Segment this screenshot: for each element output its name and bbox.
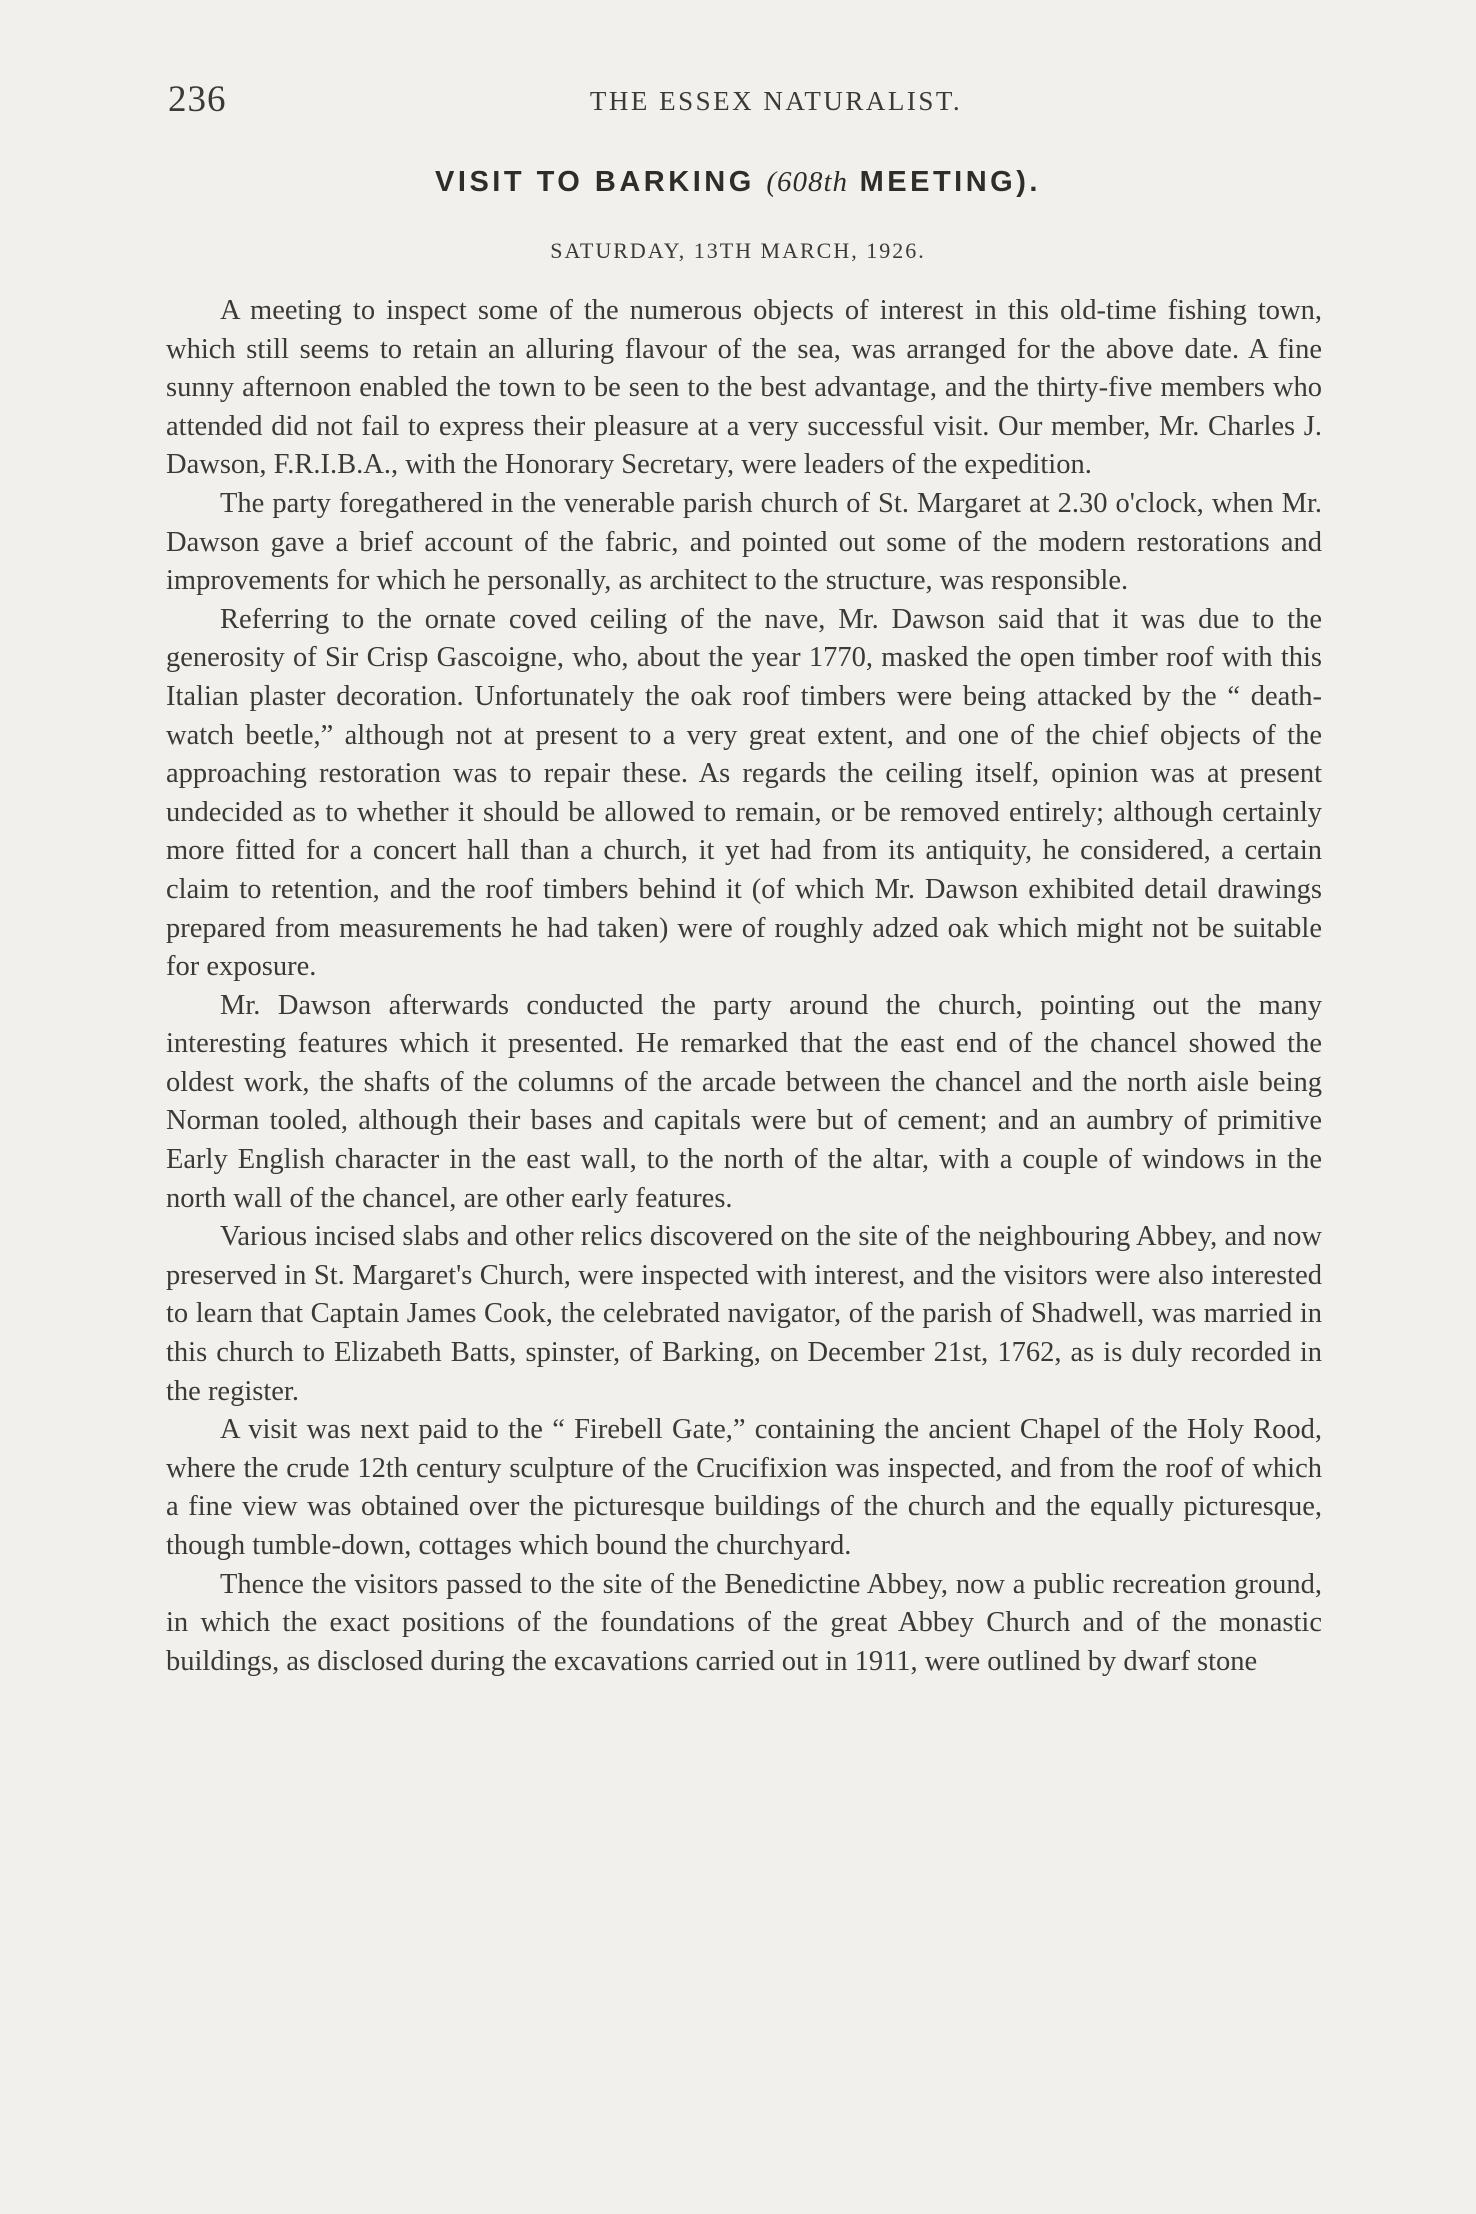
article-title-meeting: MEETING). (859, 166, 1041, 198)
paragraph: Various incised slabs and other relics discovered on the site of the neighbouring Abbey, and now preserved in St. Margaret's Church, were inspected with interest, and the visitors were also interested to learn that Captain James Cook, the celebrated navigator, of the parish of Shadwell, was married in this church to Elizabeth Batts, spinster, of Barking, on December 21st, 1762, as is duly recorded in the register. (166, 1221, 1322, 1407)
paragraph: A meeting to inspect some of the numerous objects of interest in this old-time fishing town, which still seems to retain an alluring flavour of the sea, was arranged for the above date. A fine sunny afternoon enabled the town to be seen to the best advantage, and the thirty-five members who attended did not fail to express their pleasure at a very successful visit. Our member, Mr. Charles J. Dawson, F.R.I.B.A., with the Honorary Secretary, were leaders of the expedition. (166, 295, 1322, 481)
article-body (166, 292, 1322, 1681)
running-head (168, 78, 1324, 130)
paragraph: Thence the visitors passed to the site of the Benedictine Abbey, now a public recreation ground, in which the exact positions of the foundations of the great Abbey Church and of the monastic buildings, as disclosed during the excavations carried out in 1911, were outlined by dwarf stone (166, 1568, 1322, 1677)
page-number: 236 (168, 79, 227, 120)
paragraph: Referring to the ornate coved ceiling of the nave, Mr. Dawson said that it was due to the generosity of Sir Crisp Gascoigne, who, about the year 1770, masked the open timber roof with this Italian plaster decoration. Unfortunately the oak roof timbers were being attacked by the “ death-watch beetle,” although not at present to a very great extent, and one of the chief objects of the approaching restoration was to repair these. As regards the ceiling itself, opinion was at present undecided as to whether it should be allowed to remain, or be removed entirely; although certainly more fitted for a concert hall than a church, it yet had from its antiquity, he considered, a certain claim to retention, and the roof timbers behind it (of which Mr. Dawson exhibited detail drawings prepared from measurements he had taken) were of roughly adzed oak which might not be suitable for exposure. (166, 603, 1322, 983)
paragraph: Mr. Dawson afterwards conducted the party around the church, pointing out the many interesting features which it presented. He remarked that the east end of the chancel showed the oldest work, the shafts of the columns of the arcade between the chancel and the north aisle being Norman tooled, although their bases and capitals were but of cement; and an aumbry of primitive Early English character in the east wall, to the north of the altar, with a couple of windows in the north wall of the chancel, are other early features. (166, 989, 1322, 1214)
article-date: SATURDAY, 13TH MARCH, 1926. (550, 238, 926, 263)
article-title (0, 166, 1476, 199)
article-title-meeting-number: (608th (766, 166, 849, 198)
paragraph: A visit was next paid to the “ Firebell Gate,” containing the ancient Chapel of the Holy Rood, where the crude 12th century sculpture of the Crucifixion was inspected, and from the roof of which a fine view was obtained over the picturesque buildings of the church and the equally picturesque, though tumble-down, cottages which bound the churchyard. (166, 1414, 1322, 1561)
article-title-main: VISIT TO BARKING (435, 166, 755, 198)
paragraph: The party foregathered in the venerable parish church of St. Margaret at 2.30 o'clock, when Mr. Dawson gave a brief account of the fabric, and pointed out some of the modern restorations and improvements for which he personally, as architect to the structure, was responsible. (166, 487, 1322, 597)
journal-title: THE ESSEX NATURALIST. (589, 86, 963, 116)
